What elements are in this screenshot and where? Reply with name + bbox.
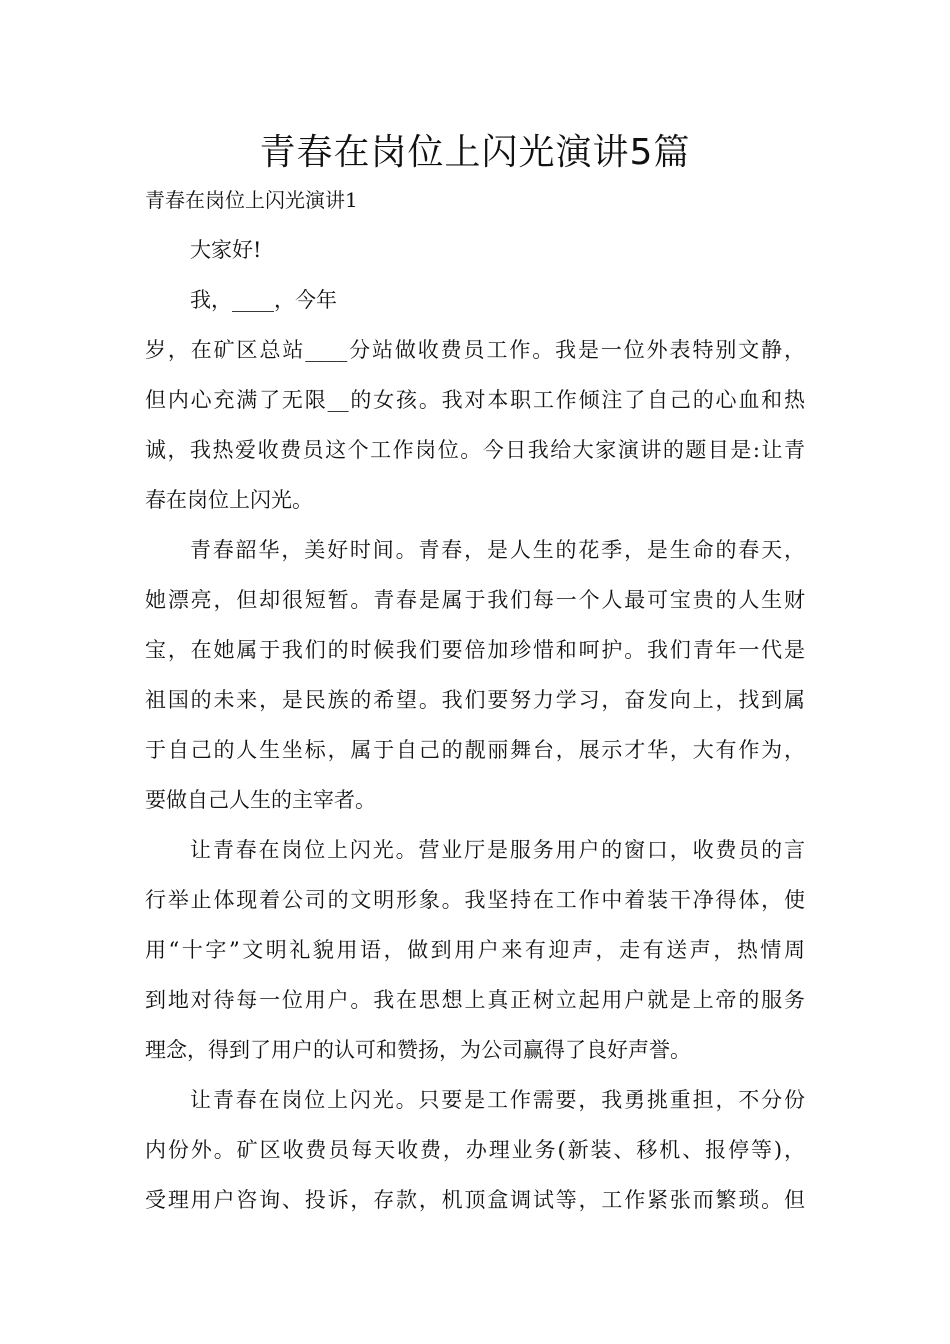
greeting-line: 大家好! (190, 238, 262, 262)
text-line: 她漂亮，但却很短暂。青春是属于我们每一个人最可宝贵的人生财 (145, 588, 805, 612)
text-line: 行举止体现着公司的文明形象。我坚持在工作中着装干净得体，使 (145, 888, 805, 912)
text-line: 我，____，今年 (190, 288, 337, 312)
text-line: 受理用户咨询、投诉，存款，机顶盒调试等，工作紧张而繁琐。但 (145, 1188, 805, 1212)
text-line: 于自己的人生坐标，属于自己的靓丽舞台，展示才华，大有作为， (145, 738, 805, 762)
text-line: 要做自己人生的主宰者。 (145, 788, 376, 812)
text-line: 内份外。矿区收费员每天收费，办理业务(新装、移机、报停等)， (145, 1138, 805, 1162)
text-line: 春在岗位上闪光。 (145, 488, 313, 512)
text-line: 理念，得到了用户的认可和赞扬，为公司赢得了良好声誉。 (145, 1038, 691, 1062)
text-line: 青春韶华，美好时间。青春，是人生的花季，是生命的春天， (190, 538, 805, 562)
text-line: 让青春在岗位上闪光。营业厅是服务用户的窗口，收费员的言 (190, 838, 805, 862)
document-title: 青春在岗位上闪光演讲5篇 (259, 132, 691, 173)
text-line: 岁，在矿区总站____分站做收费员工作。我是一位外表特别文静， (145, 338, 805, 362)
section-heading: 青春在岗位上闪光演讲1 (145, 188, 358, 212)
text-line: 诚，我热爱收费员这个工作岗位。今日我给大家演讲的题目是:让青 (145, 438, 805, 462)
text-line: 用“十字”文明礼貌用语，做到用户来有迎声，走有送声，热情周 (145, 938, 805, 962)
text-line: 让青春在岗位上闪光。只要是工作需要，我勇挑重担，不分份 (190, 1088, 805, 1112)
text-line: 宝，在她属于我们的时候我们要倍加珍惜和呵护。我们青年一代是 (145, 638, 805, 662)
text-line: 祖国的未来，是民族的希望。我们要努力学习，奋发向上，找到属 (145, 688, 805, 712)
text-line: 但内心充满了无限__的女孩。我对本职工作倾注了自己的心血和热 (145, 388, 805, 412)
text-line: 到地对待每一位用户。我在思想上真正树立起用户就是上帝的服务 (145, 988, 805, 1012)
